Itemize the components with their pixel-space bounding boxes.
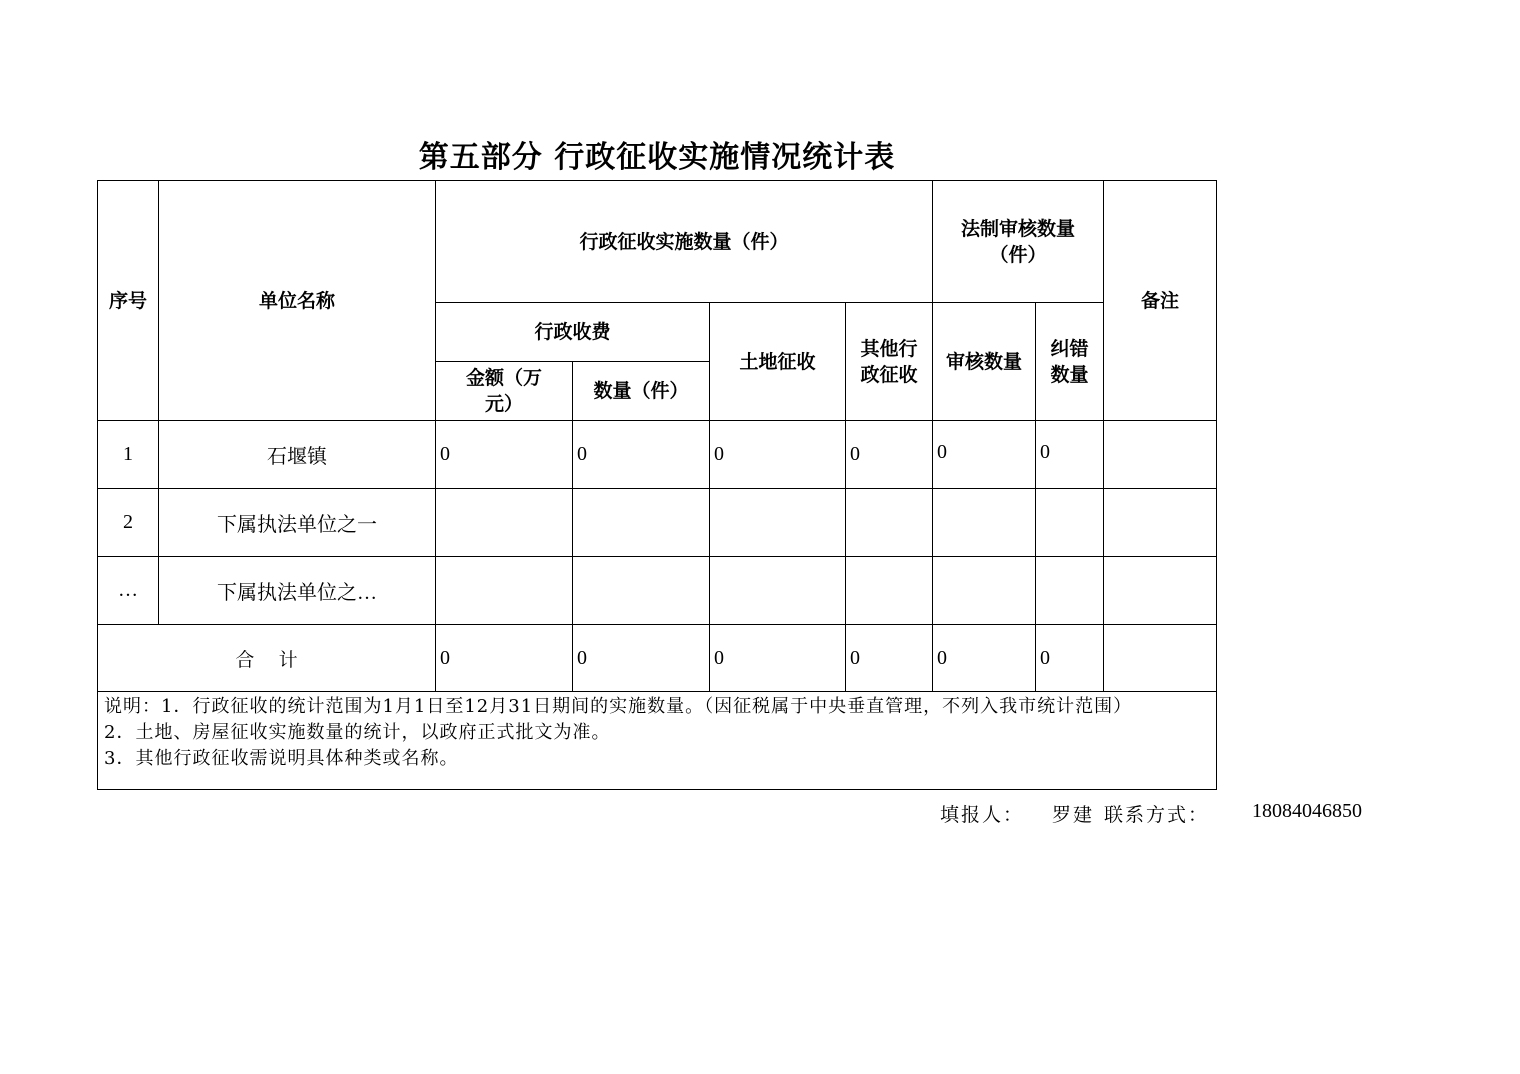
notes-cell bbox=[98, 692, 1217, 790]
row-quantity bbox=[573, 489, 710, 557]
note-line-2: 2．土地、房屋征收实施数量的统计，以政府正式批文为准。 bbox=[104, 722, 611, 743]
total-label: 合 计 bbox=[98, 625, 436, 692]
row-land bbox=[710, 557, 846, 625]
header-remarks: 备注 bbox=[1104, 181, 1217, 421]
row-review bbox=[933, 557, 1036, 625]
row-correct bbox=[1036, 557, 1104, 625]
row-review: 0 bbox=[933, 421, 1036, 489]
phone-number: 18084046850 bbox=[1252, 800, 1362, 822]
header-quantity: 数量（件） bbox=[573, 362, 710, 421]
total-amount: 0 bbox=[436, 625, 573, 692]
note-line-3: 3．其他行政征收需说明具体种类或名称。 bbox=[104, 748, 459, 769]
header-other: 其他行政征收 bbox=[846, 303, 933, 421]
row-review bbox=[933, 489, 1036, 557]
note-line-1: 说明：1．行政征收的统计范围为1月1日至12月31日期间的实施数量。（因征税属于中央垂直管理，不列入我市统计范围） bbox=[104, 696, 1133, 717]
page-title: 第五部分 行政征收实施情况统计表 bbox=[418, 140, 896, 175]
row-correct bbox=[1036, 489, 1104, 557]
total-land: 0 bbox=[710, 625, 846, 692]
total-other: 0 bbox=[846, 625, 933, 692]
table-row bbox=[98, 421, 1217, 489]
total-review: 0 bbox=[933, 625, 1036, 692]
row-other bbox=[846, 489, 933, 557]
row-quantity bbox=[573, 557, 710, 625]
header-review-count: 审核数量 bbox=[933, 303, 1036, 421]
row-name: 下属执法单位之一 bbox=[159, 489, 436, 557]
row-remarks bbox=[1104, 557, 1217, 625]
header-legal-review: 法制审核数量（件） bbox=[933, 181, 1104, 303]
table-row bbox=[98, 557, 1217, 625]
row-seq: … bbox=[98, 557, 159, 625]
header-land: 土地征收 bbox=[710, 303, 846, 421]
row-other: 0 bbox=[846, 421, 933, 489]
total-row bbox=[98, 625, 1217, 692]
total-remarks bbox=[1104, 625, 1217, 692]
row-name: 下属执法单位之… bbox=[159, 557, 436, 625]
total-quantity: 0 bbox=[573, 625, 710, 692]
header-amount: 金额（万元） bbox=[436, 362, 573, 421]
total-correct: 0 bbox=[1036, 625, 1104, 692]
header-impl-count: 行政征收实施数量（件） bbox=[436, 181, 933, 303]
filler-label: 填报人： bbox=[940, 804, 1025, 826]
contact-label: 联系方式： bbox=[1104, 804, 1210, 826]
row-remarks bbox=[1104, 421, 1217, 489]
row-other bbox=[846, 557, 933, 625]
header-unit-name: 单位名称 bbox=[159, 181, 436, 421]
header-correct-count: 纠错数量 bbox=[1036, 303, 1104, 421]
row-remarks bbox=[1104, 489, 1217, 557]
row-correct: 0 bbox=[1036, 421, 1104, 489]
header-admin-fee: 行政收费 bbox=[436, 303, 710, 362]
row-name: 石堰镇 bbox=[159, 421, 436, 489]
table-row bbox=[98, 489, 1217, 557]
filler-name: 罗建 bbox=[1052, 804, 1095, 826]
row-seq: 2 bbox=[98, 489, 159, 557]
statistics-table bbox=[97, 180, 1217, 790]
row-land bbox=[710, 489, 846, 557]
header-seq: 序号 bbox=[98, 181, 159, 421]
row-land: 0 bbox=[710, 421, 846, 489]
footer bbox=[940, 800, 1362, 827]
row-quantity: 0 bbox=[573, 421, 710, 489]
row-amount: 0 bbox=[436, 421, 573, 489]
row-amount bbox=[436, 489, 573, 557]
row-seq: 1 bbox=[98, 421, 159, 489]
row-amount bbox=[436, 557, 573, 625]
